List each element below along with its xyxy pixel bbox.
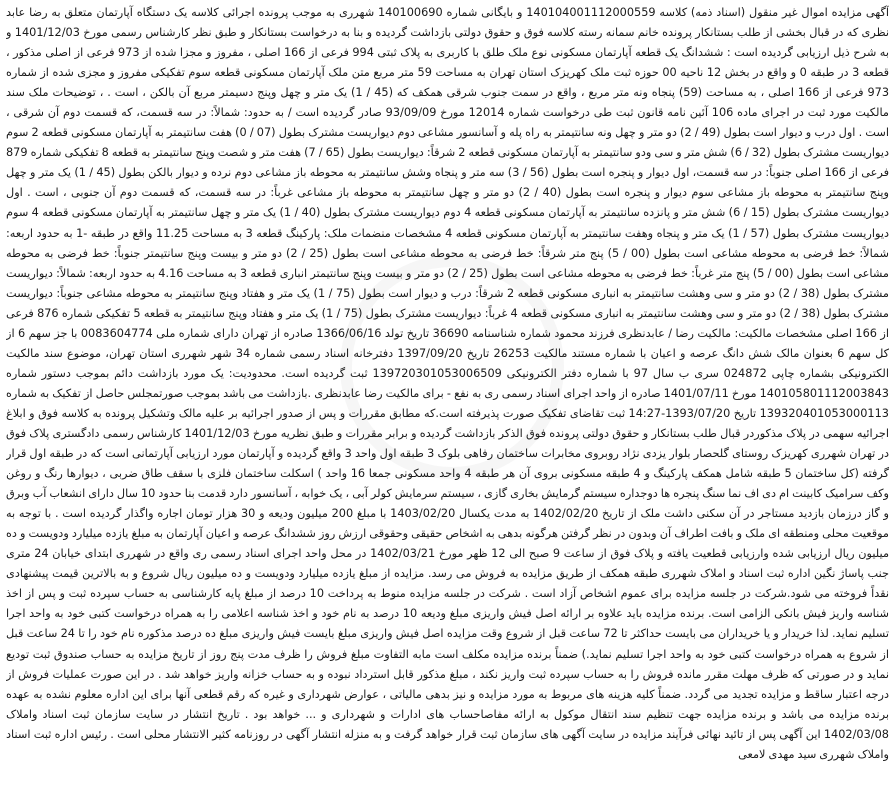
notice-body-text: آگهی مزایده اموال غیر منقول (اسناد ذمه) کلاسه 140104001112000559 و بایگانی شماره 140100690 شهرری به موجب پرونده اجرائی کلاسه یک دستگاه آپارتمان متعلق به رضا عابد نظری که در قبال بخشی از طلب بستانکار پرونده خانم سمانه رسته کلاسه فوق و حقوق دولتی بازداشت گردیده و بنا به درخواست بستانکار و طبق نظر کارشناس رسمی مورخ 1401/12/03 و به شرح ذیل ارزیابی گردیده است : ششدانگ یک قطعه آپارتمان مسکونی نوع ملک طلق با کاربری به پلاک ثبتی 994 فرعی از 166 اصلی ، مفروز و مجزا شده از 973 فرعی از اصلی مذکور ، قطعه 3 در طبقه 0 و واقع در بخش 12 ناحیه 00 حوزه ثبت ملک کهریزک استان تهران به مساحت 59 متر مربع متن ملک آپارتمان مسکونی قطعه سوم تفکیکی مفروز و مجزی شده از شماره 973 فرعی از 166 اصلی ، به مساحت (59) پنجاه ونه متر مربع ، واقع در سمت جنوب شرقی همکف که (45 / 1) یک متر و چهل وپنج دسیمتر مربع آن بالکن ، است . ، توضیحات ملک سند مالکیت مورد ثبت در اجرای ماده 106 آئین نامه قانون ثبت طی درخواست شماره 12014 مورخ 93/09/09 صادر گردیده است / به حدود: شمالاً: در سه قسمت، که قسمت دوم آن شرقی ، است . اول درب و دیوار است بطول (49 / 2) دو متر و چهل ونه سانتیمتر به راه پله و آسانسور مشاعی دوم دیواریست مشترک بطول (07 / 0) هفت سانتیمتر به آپارتمان مسکونی قطعه 2 سوم دیواریست مشترک بطول (32 / 6) شش متر و سی ودو سانتیمتر به آپارتمان مسکونی قطعه 2 شرقاً: دیواریست بطول (65 / 7) هفت متر و شصت وپنج سانتیمتر به قطعه 8 تفکیکی شماره 879 فرعی از 166 اصلی جنوباً: در سه قسمت، اول دیوار و پنجره است بطول (56 / 3) سه متر و پنجاه وشش سانتیمتر به محوطه باز مشاعی دوم نرده و دیوار بالکن بطول (45 / 1) یک متر و چهل وپنج سانتیمتر به محوطه باز مشاعی سوم دیوار و پنجره است بطول (40 / 2) دو متر و چهل سانتیمتر به محوطه باز مشاعی غرباً: در سه قسمت، که قسمت دوم آن جنوبی ، است . اول دیواریست مشترک بطول (15 / 6) شش متر و پانزده سانتیمتر به آپارتمان مسکونی قطعه 4 دوم دیواریست مشترک بطول (40 / 1) یک متر و چهل سانتیمتر به آپارتمان مسکونی قطعه 4 سوم دیواریست مشترک بطول (57 / 1) یک متر و پنجاه وهفت سانتیمتر به آپارتمان مسکونی قطعه 4 مشخصات منضمات ملک: پارکینگ قطعه 3 به مساحت 11.25 واقع در طبقه -1 به حدود اربعه: شمالاً: خط فرضی به محوطه مشاعی است بطول (00 / 5) پنج متر شرقاً: خط فرضی به محوطه مشاعی است بطول (25 / 2) دو متر و بیست وپنج سانتیمتر جنوباً: خط فرضی به محوطه مشاعی است بطول (00 / 5) پنج متر غرباً: خط فرضی به محوطه مشاعی است بطول (25 / 2) دو متر و بیست وپنج سانتیمتر انباری قطعه 3 به مساحت 4.16 به حدود اربعه: شمالاً: دیواریست مشترک بطول (38 / 2) دو متر و سی وهشت سانتیمتر به انباری مسکونی قطعه 2 شرقاً: درب و دیوار است بطول (75 / 1) یک متر و هفتاد وپنج سانتیمتر به محوطه مشاعی جنوباً: دیواریست مشترک بطول (38 / 2) دو متر و سی وهشت سانتیمتر به انباری مسکونی قطعه 4 غرباً: دیواریست مشترک بطول (75 / 1) یک متر و هفتاد وپنج سانتیمتر به قطعه 5 تفکیکی شماره 876 فرعی از 166 اصلی مشخصات مالکیت: مالکیت رضا / عابدنظری فرزند محمود شماره شناسنامه 36690 تاریخ تولد 1366/06/16 صادره از تهران دارای شماره ملی 0083604774 با جز سهم 6 از کل سهم 6 بعنوان مالک شش دانگ عرصه و اعیان با شماره مستند مالکیت 26253 تاریخ 1397/09/20 دفترخانه اسناد رسمی شماره 34 شهر شهرری استان تهران، موضوع سند مالکیت الکترونیکی بشماره چاپی 024872 سری ب سال 97 با شماره دفتر الکترونیکی 139720301053006509 ثبت گردیده است. محدودیت: یک مورد بازداشت دائم بموجب دستور شماره 140105801112003843 مورخ 1401/07/11 صادره از واحد اجرای اسناد رسمی ری به نفع - برای مالکیت رضا عابدنظری .بازداشت می باشد بموجب صورتمجلس حاصل از تفکیک به شماره 139320401053000113 تاریخ 1393/07/20-14:27 ثبت تقاضای تفکیک صورت پذیرفته است.که مطابق مقررات و پس از صدور اجرائیه بر علیه مالک وتشکیل پرونده به کلاسه فوق و ابلاغ اجرائیه سهمی در پلاک مذکوردر قبال طلب بستانکار و حقوق دولتی پرونده فوق الذکر بازداشت گردیده و برابر مقررات و طبق نظریه مورخ 1401/12/03 کارشناس رسمی دادگستری پلاک فوق در تهران شهرری کهریزک روستای گلحصار بلوار یزدی نژاد روبروی مخابرات ساختمان رفاهی بلوک 3 طبقه اول واحد 3 واقع گردیده و آپارتمان مورد ارزیابی آپارتمانی است که در طبقه اول قرار گرفته (کل ساختمان 5 طبقه شامل همکف پارکینگ و 4 طبقه مسکونی بروی آن هر طبقه 4 واحد مسکونی جمعا 16 واحد ) اسکلت ساختمان فلزی با سقف طاق ضربی ، دیوارها رنگ و روغن وکف سرامیک کابینت ام دی اف نما سنگ پنجره ها دوجداره سیستم گرمایش بخاری گازی ، سیستم سرمایش کولر آبی ، یک خوابه ، آسانسور دارد قدمت بنا حدود 10 سال دارای انشعاب آب وبرق و گاز درزمان بازدید مستاجر در آن سکنی داشت ملک از تاریخ 1402/02/20 به مدت یکسال 1403/02/20 با مبلغ 200 میلیون ودیعه و 30 هزار تومان اجاره واگذار گردیده است . با توجه به موقعیت محلی ومنطقه ای ملک و بافت اطراف آن وبدون در نظر گرفتن هرگونه بدهی به اشخاص حقیقی وحقوقی ارزش روز ششدانگ عرصه و اعیان آپارتمان به مبلغ یازده میلیارد ودویست و ده میلیون ریال ارزیابی شده وارزیابی قطعیت یافته و پلاک فوق از ساعت 9 صبح الی 12 ظهر مورخ 1402/03/21 در محل واحد اجرای اسناد رسمی ری واقع در شهرری ابتدای خیابان 24 متری جنب پاساژ نگین اداره ثبت اسناد و املاک شهرری طبقه همکف از طریق مزایده به فروش می رسد. مزایده از مبلغ یازده میلیارد ودویست و ده میلیون ریال شروع و به بالاترین قیمت پیشنهادی نقداً فروخته می شود.شرکت در جلسه مزایده برای عموم اشخاص آزاد است . شرکت در جلسه مزایده منوط به پرداخت 10 درصد از مبلغ پایه کارشناسی به حساب سپرده ثبت و پس از اخذ شناسه واریز فیش بانکی الزامی است. برنده مزایده باید علاوه بر ارائه اصل فیش واریزی مبلغ ودیعه 10 درصد به نام خود و اخذ شناسه اعلامی را به همراه درخواست کتبی خود به واحد اجرا تسلیم نماید. لذا خریدار و یا خریداران می بایست حداکثر تا 72 ساعت قبل از شروع وقت مزایده اصل فیش واریزی مبلغ بایست فیش واریزی مبلغ ده درصد مذکوره نام خود را تا 24 ساعت قبل از شروع به همراه درخواست کتبی خود به واحد اجرا تسلیم نماید.) ضمناً برنده مزایده مکلف است مابه التفاوت مبلغ فروش را ظرف مدت پنج روز از تاریخ مزایده به حساب صندوق ثبت تودیع نماید و در صورتی که ظرف مهلت مقرر مانده فروش را به حساب سپرده ثبت واریز نکند ، مبلغ مذکور قابل استرداد نبوده و به حساب خزانه واریز خواهد شد . در این صورت عملیات فروش از درجه اعتبار ساقط و مزایده تجدید می گردد. ضمناً کلیه هزینه های مربوط به مورد مزایده و نیز بدهی مالیاتی ، عوارض شهرداری و غیره که رقم قطعی آنها برای این اداره معلوم نشده به عهده برنده مزایده می باشد و برنده مزایده جهت تنظیم سند انتقال موکول به ارائه مفاصاحساب های ادارات و شهرداری و ... خواهد بود . تاریخ انتشار در سایت سازمان ثبت اسناد واملاک 1402/03/08 این آگهی پس از تائید نهائی فرآیند مزایده در سایت آگهی های سازمان ثبت قرار خواهد گرفت و به منزله انتشار آگهی در روزنامه کثیر الانتشار محلی است . رئیس اداره ثبت اسناد واملاک شهرری سید مهدی لامعی (6, 6, 889, 761)
auction-notice-document (6, 3, 889, 807)
